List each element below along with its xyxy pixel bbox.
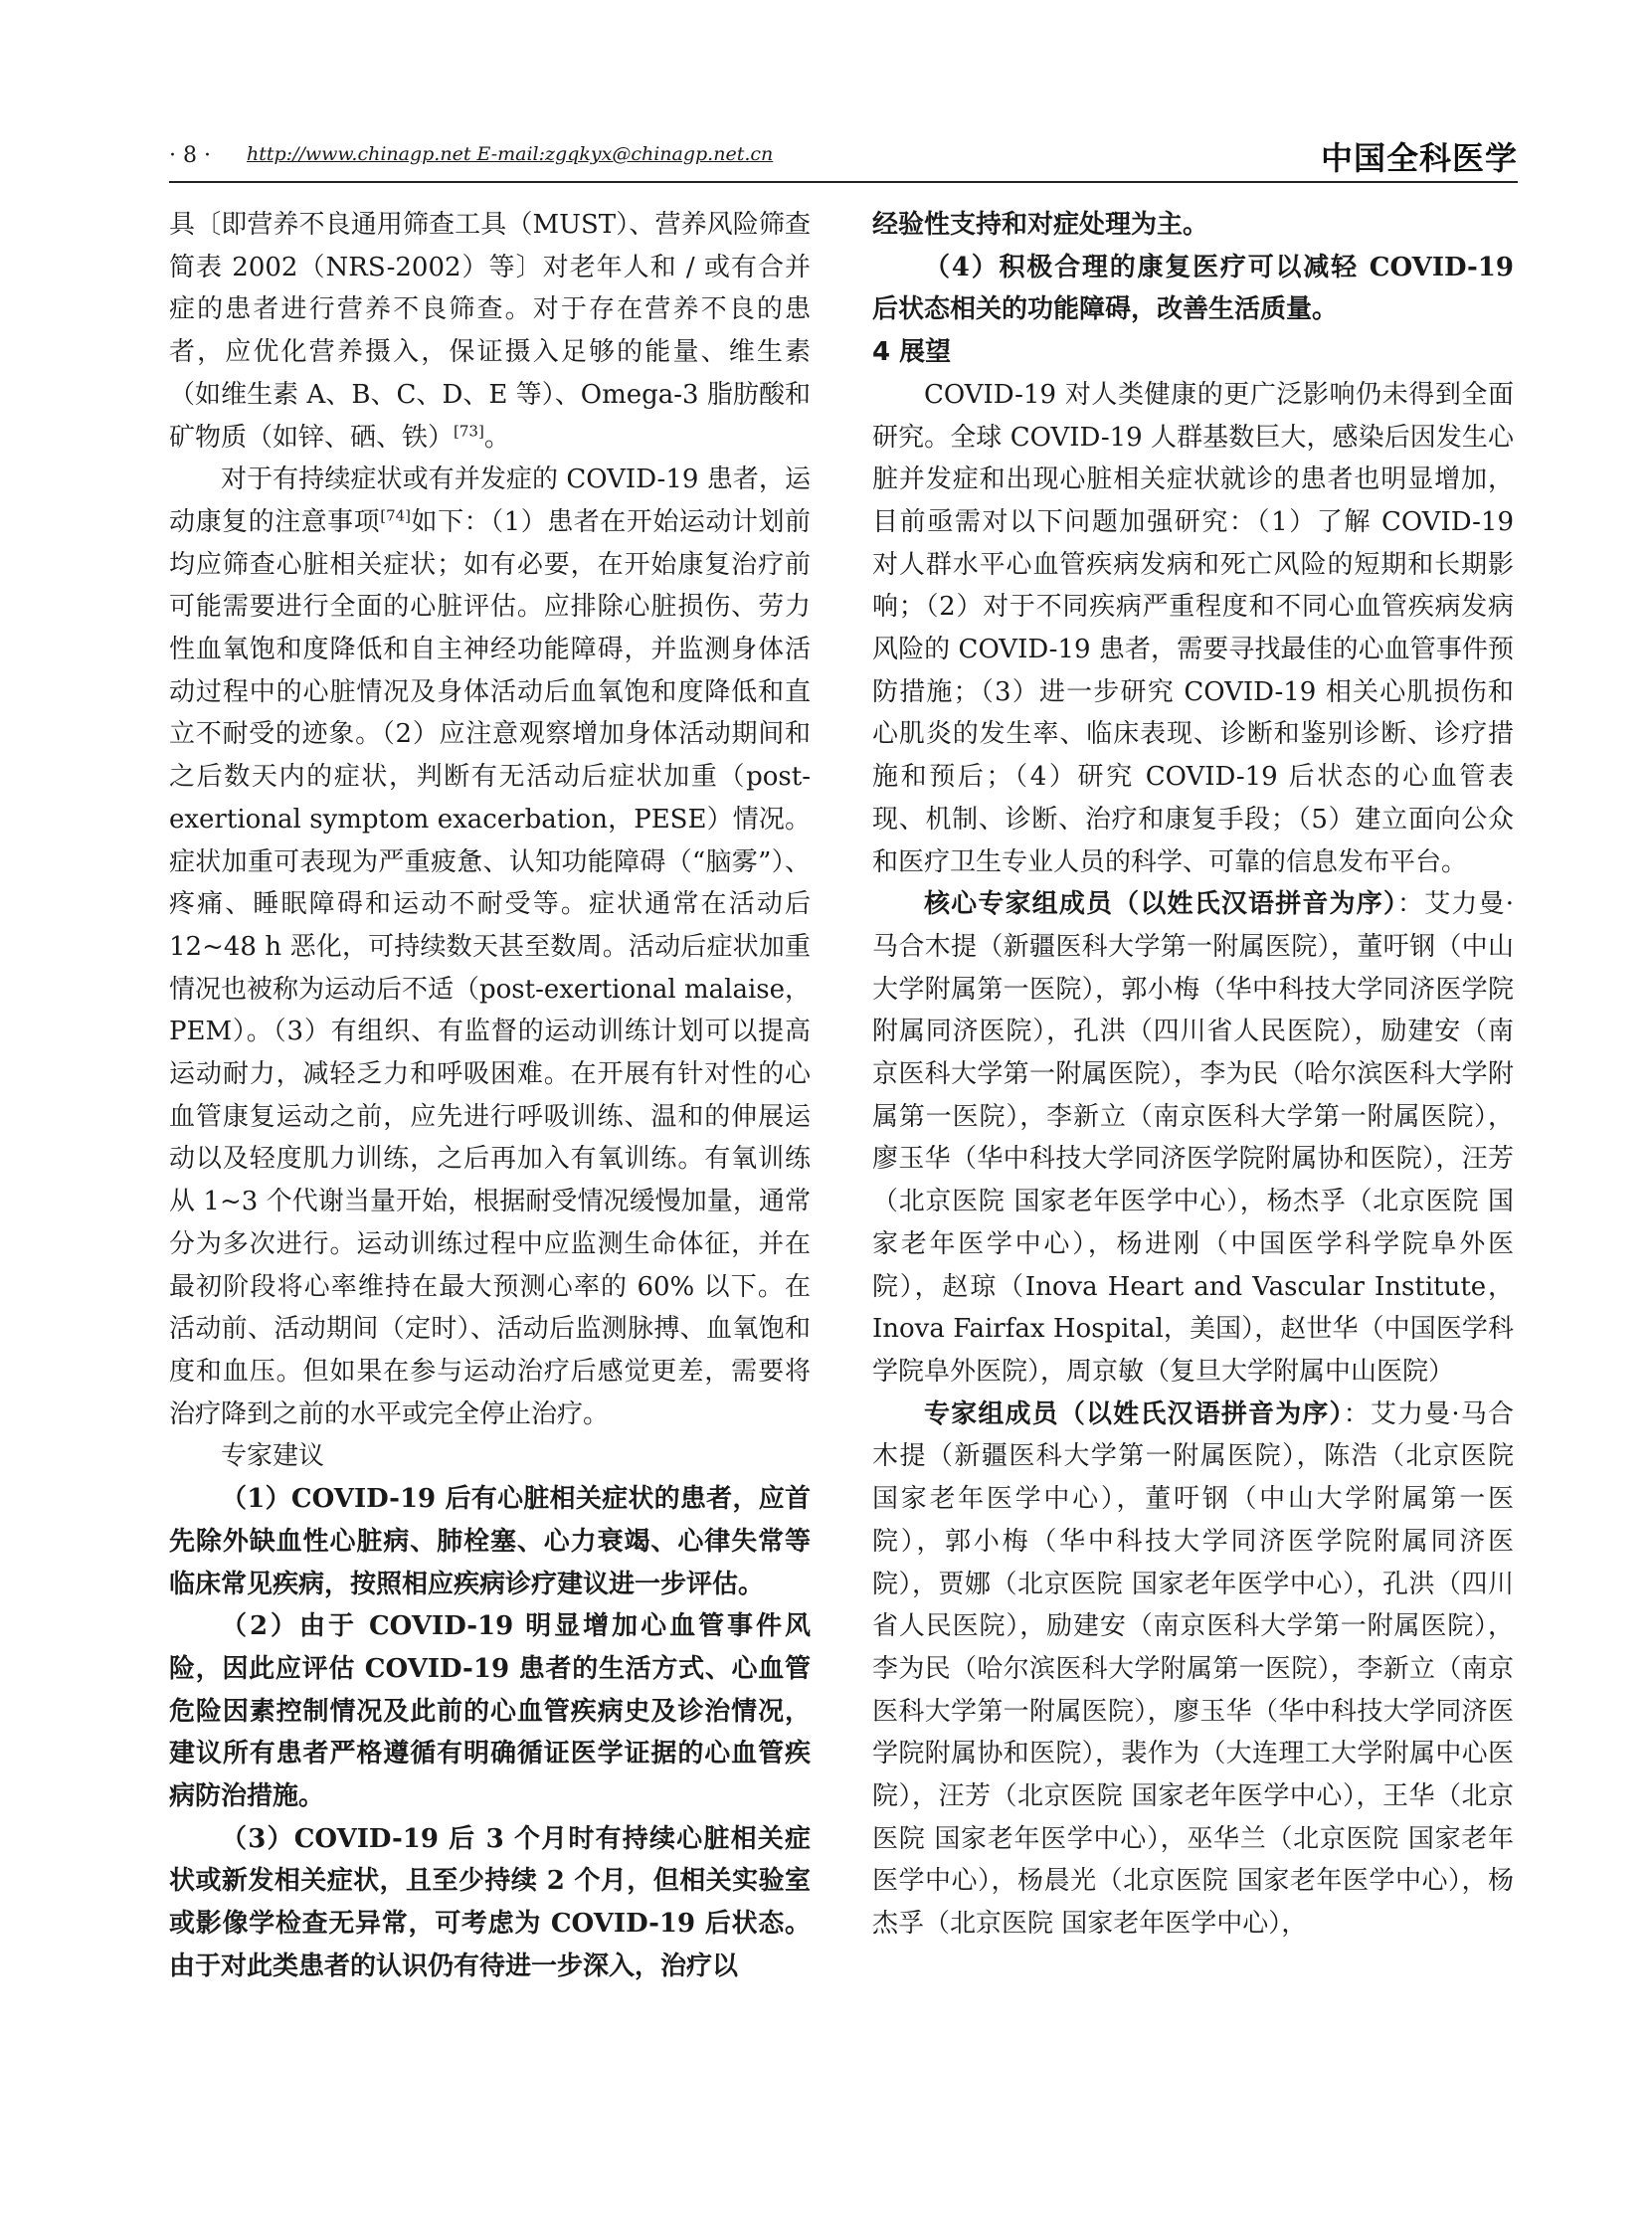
left-column bbox=[169, 204, 811, 1988]
header-rule bbox=[169, 181, 1518, 183]
recommendation-3-continued: 经验性支持和对症处理为主。 bbox=[872, 210, 1209, 240]
header-url-email[interactable]: http://www.chinagp.net E-mail:zgqkyx@chinagp.net.cn bbox=[247, 143, 774, 165]
journal-logo: 中国全科医学 bbox=[1320, 139, 1518, 177]
recommendation-3: （3）COVID-19 后 3 个月时有持续心脏相关症状或新发相关症状，且至少持续 2 个月，但相关实验室或影像学检查无异常，可考虑为 COVID-19 后状态。由于对此类患者的认识仍有待进一步深入，治疗以 bbox=[169, 1823, 811, 1981]
recommendation-1: （1）COVID-19 后有心脏相关症状的患者，应首先除外缺血性心脏病、肺栓塞、心力衰竭、心律失常等临床常见疾病，按照相应疾病诊疗建议进一步评估。 bbox=[169, 1484, 811, 1599]
core-experts-list: ：艾力曼·马合木提（新疆医科大学第一附属医院），董吁钢（中山大学附属第一医院），郭小梅（华中科技大学同济医学院附属同济医院），孔洪（四川省人民医院），励建安（南京医科大学第一附属医院），李为民（哈尔滨医科大学附属第一医院），李新立（南京医科大学第一附属医院），廖玉华（华中科技大学同济医学院附属协和医院），汪芳（北京医院 国家老年医学中心），杨杰孚（北京医院 国家老年医学中心），杨进刚（中国医学科学院阜外医院），赵琼（Inova Heart and Vascular Institute，Inova Fairfax Hospital，美国），赵世华（中国医学科学院阜外医院），周京敏（复旦大学附属中山医院） bbox=[872, 889, 1514, 1387]
recommendation-4: （4）积极合理的康复医疗可以减轻 COVID-19 后状态相关的功能障碍，改善生活质量。 bbox=[872, 252, 1514, 325]
exercise-text-b: 如下：（1）患者在开始运动计划前均应筛查心脏相关症状；如有必要，在开始康复治疗前可能需要进行全面的心脏评估。应排除心脏损伤、劳力性血氧饱和度降低和自主神经功能障碍，并监测身体活动过程中的心脏情况及身体活动后血氧饱和度降低和直立不耐受的迹象。（2）应注意观察增加身体活动期间和之后数天内的症状，判断有无活动后症状加重（post-exertional symptom exacerbation，PESE）情况。症状加重可表现为严重疲惫、认知功能障碍（“脑雾”）、疼痛、睡眠障碍和运动不耐受等。症状通常在活动后 12~48 h 恶化，可持续数天甚至数周。活动后症状加重情况也被称为运动后不适（post-exertional malaise，PEM）。（3）有组织、有监督的运动训练计划可以提高运动耐力，减轻乏力和呼吸困难。在开展有针对性的心血管康复运动之前，应先进行呼吸训练、温和的伸展运动以及轻度肌力训练，之后再加入有氧训练。有氧训练从 1~3 个代谢当量开始，根据耐受情况缓慢加量，通常分为多次进行。运动训练过程中应监测生命体征，并在最初阶段将心率维持在最大预测心率的 60% 以下。在活动前、活动期间（定时）、活动后监测脉搏、血氧饱和度和血压。但如果在参与运动治疗后感觉更差，需要将治疗降到之前的水平或完全停止治疗。 bbox=[169, 506, 811, 1429]
expert-group-label: 专家组成员（以姓氏汉语拼音为序） bbox=[924, 1398, 1344, 1429]
outlook-paragraph: COVID-19 对人类健康的更广泛影响仍未得到全面研究。全球 COVID-19 人群基数巨大，感染后因发生心脏并发症和出现心脏相关症状就诊的患者也明显增加，目前亟需对以下问题加强研究：（1）了解 COVID-19 对人群水平心血管疾病发病和死亡风险的短期和长期影响；（2）对于不同疾病严重程度和不同心血管疾病发病风险的 COVID-19 患者，需要寻找最佳的心血管事件预防措施；（3）进一步研究 COVID-19 相关心肌损伤和心肌炎的发生率、临床表现、诊断和鉴别诊断、诊疗措施和预后；（4）研究 COVID-19 后状态的心血管表现、机制、诊断、治疗和康复手段；（5）建立面向公众和医疗卫生专业人员的科学、可靠的信息发布平台。 bbox=[872, 379, 1514, 877]
nutrition-text: 具〔即营养不良通用筛查工具（MUST）、营养风险筛查简表 2002（NRS-2002）等〕对老年人和 / 或有合并症的患者进行营养不良筛查。对于存在营养不良的患者，应优化营养摄入，保证摄入足够的能量、维生素（如维生素 A、B、C、D、E 等）、Omega-3 脂肪酸和矿物质（如锌、硒、铁） bbox=[169, 210, 811, 453]
citation-74: [74] bbox=[380, 506, 412, 525]
section-4-heading: 4 展望 bbox=[872, 337, 952, 368]
nutrition-text-end: 。 bbox=[483, 422, 510, 453]
page-header bbox=[169, 137, 1518, 177]
nutrition-paragraph bbox=[169, 204, 811, 459]
right-column bbox=[872, 204, 1514, 1946]
expert-advice-heading: 专家建议 bbox=[221, 1441, 325, 1472]
page-number: · 8 · bbox=[169, 143, 211, 168]
exercise-paragraph bbox=[169, 459, 811, 1435]
expert-group-list: ：艾力曼·马合木提（新疆医科大学第一附属医院），陈浩（北京医院 国家老年医学中心），董吁钢（中山大学附属第一医院），郭小梅（华中科技大学同济医学院附属同济医院），贾娜（北京医院 国家老年医学中心），孔洪（四川省人民医院），励建安（南京医科大学第一附属医院），李为民（哈尔滨医科大学附属第一医院），李新立（南京医科大学第一附属医院），廖玉华（华中科技大学同济医学院附属协和医院），裴作为（大连理工大学附属中心医院），汪芳（北京医院 国家老年医学中心），王华（北京医院 国家老年医学中心），巫华兰（北京医院 国家老年医学中心），杨晨光（北京医院 国家老年医学中心），杨杰孚（北京医院 国家老年医学中心）， bbox=[872, 1398, 1514, 1940]
citation-73: [73] bbox=[454, 421, 484, 440]
exercise-text-a: 对于有持续症状或有并发症的 COVID-19 患者，运动康复的注意事项 bbox=[169, 465, 811, 537]
core-experts-paragraph bbox=[872, 883, 1514, 1393]
recommendation-2: （2）由于 COVID-19 明显增加心血管事件风险，因此应评估 COVID-19 患者的生活方式、心血管危险因素控制情况及此前的心血管疾病史及诊治情况，建议所有患者严格遵循有明确循证医学证据的心血管疾病防治措施。 bbox=[169, 1611, 811, 1812]
expert-group-paragraph bbox=[872, 1394, 1514, 1946]
core-experts-label: 核心专家组成员（以姓氏汉语拼音为序） bbox=[924, 889, 1398, 920]
